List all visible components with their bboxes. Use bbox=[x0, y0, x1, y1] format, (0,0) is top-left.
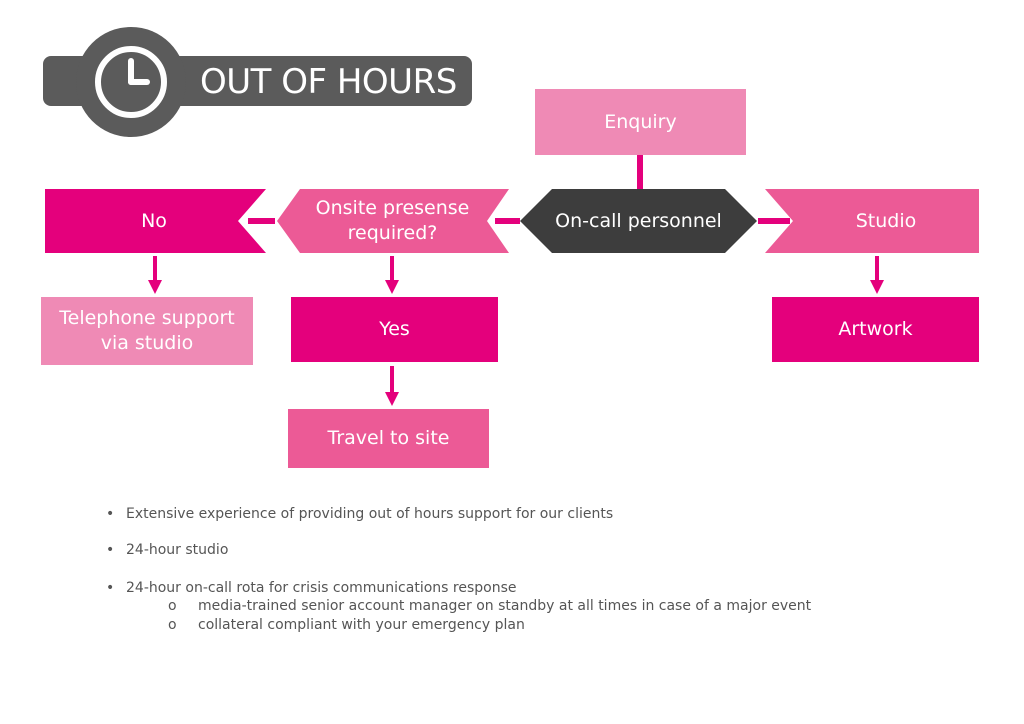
sub-bullet-marker: o bbox=[168, 617, 177, 633]
arrow-onsite-yes bbox=[385, 256, 399, 294]
sub-bullet-marker: o bbox=[168, 598, 177, 614]
no-label: No bbox=[141, 209, 167, 232]
yes-label: Yes bbox=[379, 318, 410, 340]
enquiry-label: Enquiry bbox=[604, 110, 677, 133]
arrow-no-telephone bbox=[148, 256, 162, 294]
bullet-marker: • bbox=[106, 542, 115, 558]
page-title: OUT OF HOURS bbox=[200, 62, 457, 102]
telephone-label: Telephone support via studio bbox=[59, 307, 235, 354]
on-call-label: On-call personnel bbox=[555, 209, 722, 232]
onsite-label: Onsite presense required? bbox=[315, 197, 470, 244]
arrow-studio-artwork bbox=[870, 256, 884, 294]
artwork-label: Artwork bbox=[838, 318, 913, 340]
arrow-yes-travel bbox=[385, 366, 399, 406]
sub-bullet-text: media-trained senior account manager on standby at all times in case of a major event bbox=[198, 598, 812, 614]
bullet-text: Extensive experience of providing out of hours support for our clients bbox=[126, 506, 614, 522]
bullet-text: 24-hour on-call rota for crisis communications response bbox=[126, 580, 517, 596]
travel-label: Travel to site bbox=[327, 427, 450, 449]
bullet-text: 24-hour studio bbox=[126, 542, 229, 558]
bullet-marker: • bbox=[106, 580, 115, 596]
bullet-marker: • bbox=[106, 506, 115, 522]
studio-label: Studio bbox=[855, 209, 917, 232]
sub-bullet-text: collateral compliant with your emergency plan bbox=[198, 617, 525, 633]
